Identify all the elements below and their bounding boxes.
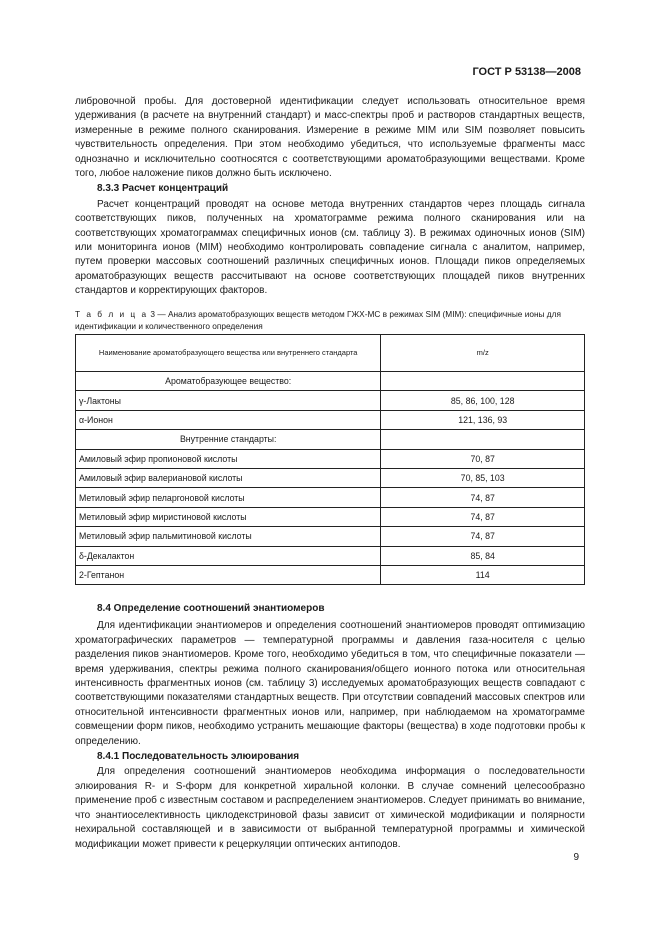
section-84-paragraph: Для идентификации энантиомеров и определения соотношений энантиомеров проводят оптимизацию хроматографических параметров — температурной программы и давления газа-носителя с целью разделения пиков энантиомеров. Кроме того, необходимо убедиться в том, что специфичные показатели — время удерживания, спектры режима полного сканирования/общего ионного потока или относительная интенсивность фрагментных ионов (см. таблицу 3) исследуемых ароматобразующих веществ совпадают с соответствующими показателями стандартных веществ. При отсутствии совпадений массовых спектров или относительной интенсивности фрагментных ионов или, например, при наблюдаемом на хроматограмме совмещении форм пиков, необходимо устранить мешающие факторы (вещества) в ходе подготовки пробы к определению. (75, 620, 585, 747)
substance-name: Метиловый эфир пеларгоновой кислоты (76, 488, 381, 507)
substance-name: α-Ионон (76, 410, 381, 429)
substance-name: Амиловый эфир валериановой кислоты (76, 468, 381, 487)
mz-value: 70, 87 (381, 449, 585, 468)
table-row (76, 430, 585, 449)
table-row (76, 565, 585, 584)
table-row (76, 391, 585, 410)
group-standards-label: Внутренние стандарты: (76, 430, 381, 449)
table-row (76, 468, 585, 487)
table-row (76, 372, 585, 391)
group-aroma-label: Ароматобразующее вещество: (76, 372, 381, 391)
text-block-lower (75, 601, 585, 852)
table-caption (75, 308, 585, 332)
table-caption-prefix: Т а б л и ц а (75, 309, 149, 319)
section-84-heading: 8.4 Определение соотношений энантиомеров (97, 603, 325, 614)
table-row (76, 449, 585, 468)
standard-number: ГОСТ Р 53138—2008 (472, 66, 581, 78)
ions-table (75, 334, 585, 585)
text-block-upper (75, 95, 585, 299)
mz-value: 85, 84 (381, 546, 585, 565)
table-row (76, 410, 585, 429)
table-header-row (76, 335, 585, 372)
mz-value: 74, 87 (381, 488, 585, 507)
page-number: 9 (573, 852, 579, 863)
substance-name: Амиловый эфир пропионовой кислоты (76, 449, 381, 468)
section-841-heading: 8.4.1 Последовательность элюирования (97, 751, 300, 763)
mz-value: 74, 87 (381, 527, 585, 546)
mz-value: 121, 136, 93 (381, 410, 585, 429)
mz-value: 85, 86, 100, 128 (381, 391, 585, 410)
substance-name: Метиловый эфир пальмитиновой кислоты (76, 527, 381, 546)
mz-value: 74, 87 (381, 507, 585, 526)
table-caption-text: 3 — Анализ ароматобразующих веществ методом ГЖХ-МС в режимах SIM (MIM): специфичные ионы для идентификации и количественного определения (75, 309, 561, 331)
mz-value: 114 (381, 565, 585, 584)
intro-paragraph: либровочной пробы. Для достоверной идентификации следует использовать относительное время удерживания (в расчете на внутренний стандарт) и масс-спектры проб и растворов стандартных веществ, измеренные в режиме полного сканирования. Измерение в режиме MIM или SIM позволяет повысить чувствительность определения. При этом необходимо убедиться, что используемые фрагменты масс однозначно и исключительно соотносятся с соответствующими ароматобразующими веществами. Кроме того, любое наложение пиков должно быть исключено. (75, 96, 585, 180)
section-833-heading: 8.3.3 Расчет концентраций (97, 183, 229, 195)
table-row (76, 546, 585, 565)
section-841-paragraph: Для определения соотношений энантиомеров необходима информация о последовательности элюирования R- и S-форм для конкретной хиральной колонки. В случае сомнений целесообразно применение проб с известным составом и распределением энантиомеров. Следует принимать во внимание, что энантиоселективность циклодекстриновой фазы зависит от химической модификации и полярности нехиральной составляющей и в зависимости от выбранной температурной программы и химической модификации может привести к рецеркуляции оптических антиподов. (75, 766, 585, 850)
header-name-cell: Наименование ароматобразующего вещества или внутреннего стандарта (76, 335, 381, 372)
table-row (76, 527, 585, 546)
header-mz-cell: m/z (381, 335, 585, 372)
section-833-paragraph: Расчет концентраций проводят на основе метода внутренних стандартов через площадь сигнала соответствующих пиков, полученных на хроматограмме режима полного сканирования или на соответствующих хроматограммах специфичных ионов (см. таблицу 3). В режимах одиночных ионов (SIM) или мониторинга ионов (MIM) необходимо контролировать совпадение сигнала с аналитом, например, путем проверки массовых соотношений различных специфичных ионов. Площади пиков определяемых ароматобразующих веществ рассчитывают на основе соответствующих площадей пиков внутренних стандартов и корректирующих факторов. (75, 198, 585, 297)
substance-name: 2-Гептанон (76, 565, 381, 584)
table-row (76, 488, 585, 507)
mz-value: 70, 85, 103 (381, 468, 585, 487)
substance-name: γ-Лактоны (76, 391, 381, 410)
substance-name: δ-Декалактон (76, 546, 381, 565)
table-row (76, 507, 585, 526)
substance-name: Метиловый эфир миристиновой кислоты (76, 507, 381, 526)
